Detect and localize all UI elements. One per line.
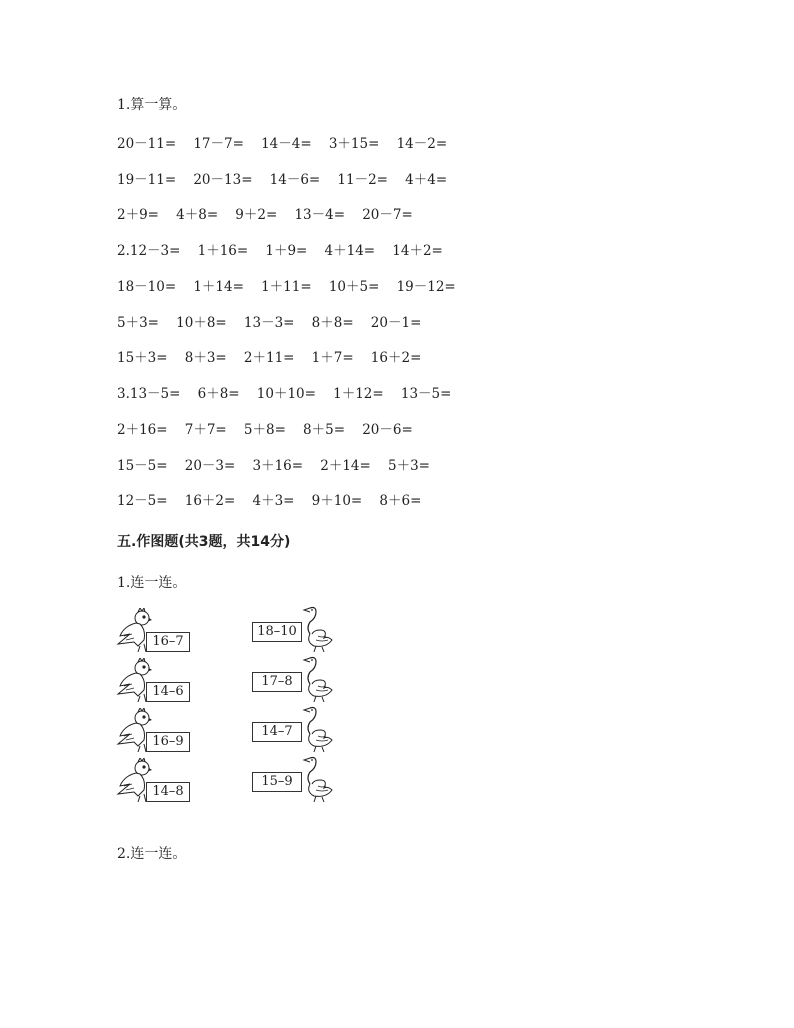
equation-row: 20－11= 17－7= 14－4= 3＋15= 14－2= xyxy=(117,136,448,152)
goose-card[interactable] xyxy=(252,756,334,804)
equation-row: 5＋3= 10＋8= 13－3= 8＋8= 20－1= xyxy=(117,315,422,331)
goose-expression-box: 14–7 xyxy=(252,722,302,742)
goose-icon xyxy=(302,606,334,652)
bird-expression-box: 16–7 xyxy=(146,632,190,652)
bird-card[interactable] xyxy=(116,756,192,804)
bird-expression-box: 16–9 xyxy=(146,732,190,752)
equation-row: 15＋3= 8＋3= 2＋11= 1＋7= 16＋2= xyxy=(117,350,422,366)
goose-icon xyxy=(302,706,334,752)
equation-row: 2＋16= 7＋7= 5＋8= 8＋5= 20－6= xyxy=(117,422,413,438)
goose-icon xyxy=(302,756,334,802)
question-connect-2-title: 2.连一连。 xyxy=(117,846,187,862)
question-connect-1-title: 1.连一连。 xyxy=(117,575,187,591)
bird-expression-box: 14–8 xyxy=(146,782,190,802)
bird-card[interactable] xyxy=(116,656,192,704)
bird-card[interactable] xyxy=(116,606,192,654)
goose-expression-box: 18–10 xyxy=(252,622,302,642)
equation-row: 19－11= 20－13= 14－6= 11－2= 4＋4= xyxy=(117,172,448,188)
goose-expression-box: 15–9 xyxy=(252,772,302,792)
equation-row: 2.12－3= 1＋16= 1＋9= 4＋14= 14＋2= xyxy=(117,243,443,259)
equation-row: 3.13－5= 6＋8= 10＋10= 1＋12= 13－5= xyxy=(117,386,452,402)
section-title: 五.作图题(共3题，共14分) xyxy=(117,534,291,550)
equation-row: 18－10= 1＋14= 1＋11= 10＋5= 19－12= xyxy=(117,279,456,295)
bird-expression-box: 14–6 xyxy=(146,682,190,702)
goose-card[interactable] xyxy=(252,706,334,754)
goose-card[interactable] xyxy=(252,656,334,704)
goose-icon xyxy=(302,656,334,702)
equation-row: 12－5= 16＋2= 4＋3= 9＋10= 8＋6= xyxy=(117,493,422,509)
goose-card[interactable] xyxy=(252,606,334,654)
goose-expression-box: 17–8 xyxy=(252,672,302,692)
bird-card[interactable] xyxy=(116,706,192,754)
question-1-title: 1.算一算。 xyxy=(117,97,187,113)
equation-row: 2＋9= 4＋8= 9＋2= 13－4= 20－7= xyxy=(117,207,413,223)
equation-row: 15－5= 20－3= 3＋16= 2＋14= 5＋3= xyxy=(117,458,430,474)
